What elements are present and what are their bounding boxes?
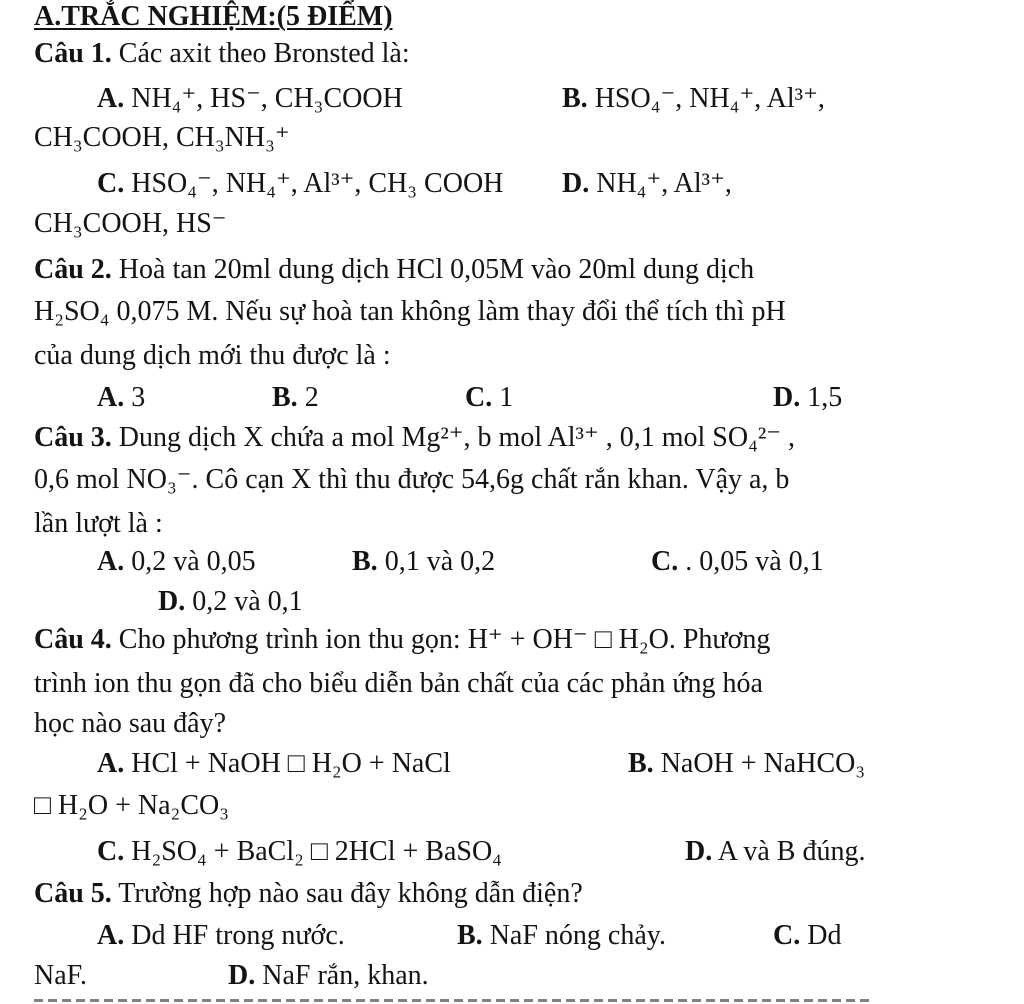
q1-option-c: C. HSO₄⁻, NH₄⁺, Al³⁺, CH₃ COOH: [97, 168, 504, 199]
question-4-line2: trình ion thu gọn đã cho biểu diễn bản chất của các phản ứng hóa: [34, 668, 763, 699]
q2-option-a: A. 3: [97, 382, 146, 413]
q4-option-a: A. HCl + NaOH □ H₂O + NaCl: [97, 748, 451, 779]
q4-option-b-continued: □ H₂O + Na₂CO₃: [34, 790, 229, 821]
question-3-stem: Câu 3. Dung dịch X chứa a mol Mg²⁺, b mol Al³⁺ , 0,1 mol SO₄²⁻ ,: [34, 422, 796, 453]
q2-option-c: C. 1: [465, 382, 514, 413]
q5-option-c-continued: NaF.: [34, 960, 87, 991]
q4-option-c: C. H₂SO₄ + BaCl₂ □ 2HCl + BaSO₄: [97, 836, 502, 867]
q1-option-b: B. HSO₄⁻, NH₄⁺, Al³⁺,: [562, 83, 825, 114]
q3-option-b: B. 0,1 và 0,2: [352, 546, 496, 577]
question-1-stem: Câu 1. Các axit theo Bronsted là:: [34, 38, 410, 69]
q1-option-d: D. NH₄⁺, Al³⁺,: [562, 168, 732, 199]
question-3-line3: lần lượt là :: [34, 508, 163, 539]
q5-option-a: A. Dd HF trong nước.: [97, 920, 345, 951]
q2-option-b: B. 2: [272, 382, 319, 413]
q1-option-b-continued: CH₃COOH, CH₃NH₃⁺: [34, 122, 290, 153]
question-5-stem: Câu 5. Trường hợp nào sau đây không dẫn điện?: [34, 878, 583, 909]
q3-option-d: D. 0,2 và 0,1: [158, 586, 303, 617]
cut-off-next-line: [34, 994, 874, 1004]
question-4-line3: học nào sau đây?: [34, 708, 227, 739]
q2-option-d: D. 1,5: [773, 382, 843, 413]
q5-option-d: D. NaF rắn, khan.: [228, 960, 429, 991]
section-title: A.TRẮC NGHIỆM:(5 ĐIỂM): [34, 1, 393, 32]
question-2-line3: của dung dịch mới thu được là :: [34, 340, 391, 371]
question-4-stem: Câu 4. Cho phương trình ion thu gọn: H⁺ + OH⁻ □ H₂O. Phương: [34, 624, 771, 655]
q5-option-c: C. Dd: [773, 920, 842, 951]
question-3-line2: 0,6 mol NO₃⁻. Cô cạn X thì thu được 54,6g chất rắn khan. Vậy a, b: [34, 464, 790, 495]
q1-option-a: A. NH₄⁺, HS⁻, CH₃COOH: [97, 83, 403, 114]
q3-option-c: C. . 0,05 và 0,1: [651, 546, 824, 577]
cut-off-text-fragment: [34, 999, 874, 1002]
question-2-stem: Câu 2. Hoà tan 20ml dung dịch HCl 0,05M vào 20ml dung dịch: [34, 254, 755, 285]
q1-option-d-continued: CH₃COOH, HS⁻: [34, 208, 227, 239]
q3-option-a: A. 0,2 và 0,05: [97, 546, 256, 577]
question-2-line2: H₂SO₄ 0,075 M. Nếu sự hoà tan không làm thay đổi thể tích thì pH: [34, 296, 786, 327]
q5-option-b: B. NaF nóng chảy.: [457, 920, 666, 951]
q4-option-b: B. NaOH + NaHCO₃: [628, 748, 866, 779]
q4-option-d: D. A và B đúng.: [685, 836, 866, 867]
